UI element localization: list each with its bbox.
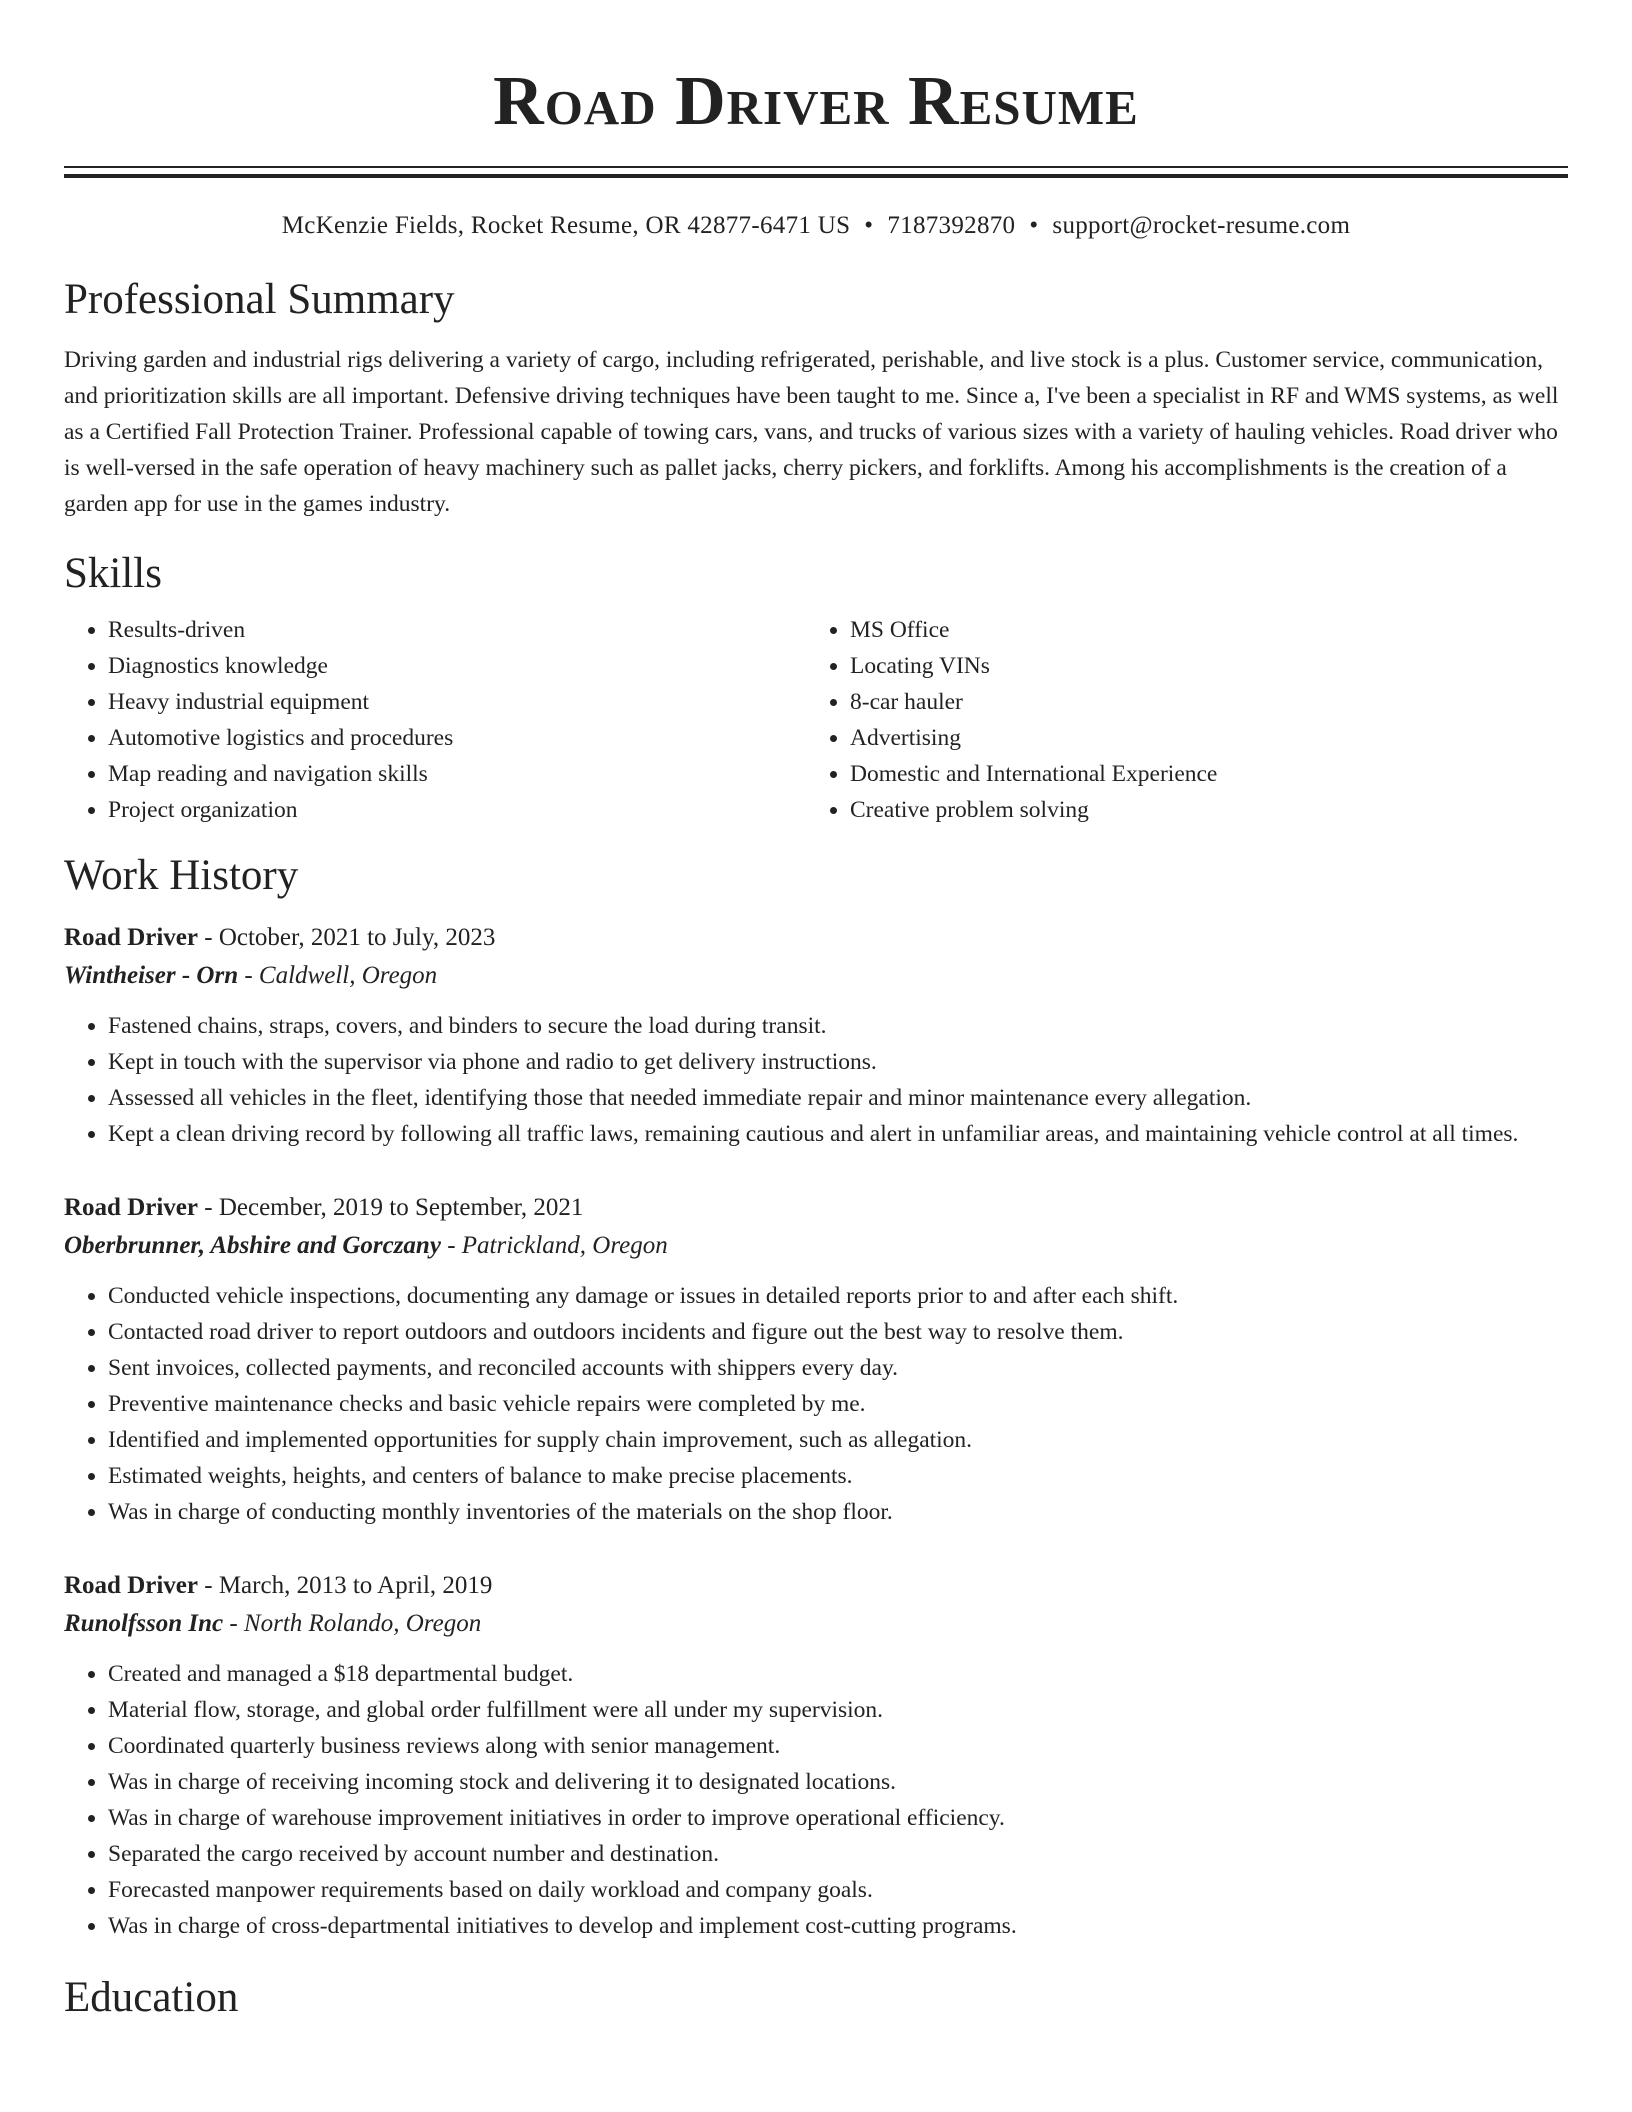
job-title-line [64, 1568, 1568, 1604]
job-title: Road Driver [64, 1572, 198, 1599]
contact-separator: • [1029, 212, 1039, 239]
skills-list [64, 612, 1568, 828]
job-bullet: • Identified and implemented opportunities for supply chain improvement, such as allegation. [108, 1422, 1568, 1458]
skill-item: • Diagnostics knowledge [108, 648, 806, 684]
job-company-line [64, 1226, 1568, 1266]
job-company-line [64, 1604, 1568, 1644]
job-entry [64, 1190, 1568, 1530]
job-location: - North Rolando, Oregon [223, 1610, 482, 1637]
job-location: - Patrickland, Oregon [440, 1232, 668, 1259]
job-bullet: • Preventive maintenance checks and basic vehicle repairs were completed by me. [108, 1386, 1568, 1422]
job-title: Road Driver [64, 924, 198, 951]
job-bullet: • Forecasted manpower requirements based on daily workload and company goals. [108, 1872, 1568, 1908]
skills-column-left [64, 612, 806, 828]
contact-separator: • [864, 212, 874, 239]
job-bullet: • Kept a clean driving record by following all traffic laws, remaining cautious and alert in unfamiliar areas, and maintaining vehicle control at all times. [108, 1116, 1568, 1152]
skill-item: • Heavy industrial equipment [108, 684, 806, 720]
skill-item: • Locating VINs [850, 648, 1548, 684]
title-divider-thick [64, 174, 1568, 178]
job-title-line [64, 1190, 1568, 1226]
job-bullet: • Assessed all vehicles in the fleet, identifying those that needed immediate repair and minor maintenance every allegation. [108, 1080, 1568, 1116]
skills-column-right [806, 612, 1548, 828]
job-bullet: • Was in charge of warehouse improvement initiatives in order to improve operational efficiency. [108, 1800, 1568, 1836]
skill-item: • Results-driven [108, 612, 806, 648]
skill-item: • Automotive logistics and procedures [108, 720, 806, 756]
skill-item: • Project organization [108, 792, 806, 828]
contact-phone: 7187392870 [887, 212, 1016, 239]
job-company-line [64, 956, 1568, 996]
skill-item: • Advertising [850, 720, 1548, 756]
job-bullet: • Estimated weights, heights, and centers of balance to make precise placements. [108, 1458, 1568, 1494]
contact-line [64, 210, 1568, 242]
job-title-line [64, 920, 1568, 956]
job-bullet: • Fastened chains, straps, covers, and binders to secure the load during transit. [108, 1008, 1568, 1044]
skill-item: • MS Office [850, 612, 1548, 648]
contact-email: support@rocket-resume.com [1052, 212, 1351, 239]
job-bullet: • Kept in touch with the supervisor via phone and radio to get delivery instructions. [108, 1044, 1568, 1080]
job-bullet: • Contacted road driver to report outdoors and outdoors incidents and figure out the best way to resolve them. [108, 1314, 1568, 1350]
job-company: Runolfsson Inc [64, 1610, 224, 1637]
title-divider-thin [64, 166, 1568, 168]
job-bullet: • Separated the cargo received by account number and destination. [108, 1836, 1568, 1872]
skill-item: • 8-car hauler [850, 684, 1548, 720]
job-title: Road Driver [64, 1194, 198, 1221]
section-heading-summary: Professional Summary [64, 276, 455, 323]
job-entry [64, 1568, 1568, 1944]
section-heading-education: Education [64, 1974, 239, 2021]
job-bullet: • Sent invoices, collected payments, and reconciled accounts with shippers every day. [108, 1350, 1568, 1386]
job-bullets [64, 1656, 1568, 1944]
job-dates: - March, 2013 to April, 2019 [198, 1572, 493, 1599]
job-bullet: • Was in charge of receiving incoming stock and delivering it to designated locations. [108, 1764, 1568, 1800]
job-bullet: • Was in charge of conducting monthly inventories of the materials on the shop floor. [108, 1494, 1568, 1530]
job-company: Oberbrunner, Abshire and Gorczany [64, 1232, 441, 1259]
skill-item: • Map reading and navigation skills [108, 756, 806, 792]
job-location: - Caldwell, Oregon [238, 962, 438, 989]
skill-item: • Domestic and International Experience [850, 756, 1548, 792]
contact-address: McKenzie Fields, Rocket Resume, OR 42877-6471 US [281, 212, 851, 239]
job-bullet: • Conducted vehicle inspections, documenting any damage or issues in detailed reports prior to and after each shift. [108, 1278, 1568, 1314]
section-heading-skills: Skills [64, 550, 162, 597]
job-entry [64, 920, 1568, 1152]
resume-title: Road Driver Resume [493, 63, 1139, 140]
job-dates: - December, 2019 to September, 2021 [198, 1194, 584, 1221]
job-bullet: • Coordinated quarterly business reviews along with senior management. [108, 1728, 1568, 1764]
job-bullet: • Created and managed a $18 departmental budget. [108, 1656, 1568, 1692]
summary-text: Driving garden and industrial rigs delivering a variety of cargo, including refrigerated, perishable, and live stock is a plus. Customer service, communication, and prioritization skills are all important. Defensive driving techniques have been taught to me. Since a, I've been a specialist in RF and WMS systems, as well as a Certified Fall Protection Trainer. Professional capable of towing cars, vans, and trucks of various sizes with a variety of hauling vehicles. Road driver who is well-versed in the safe operation of heavy machinery such as pallet jacks, cherry pickers, and forklifts. Among his accomplishments is the creation of a garden app for use in the games industry. [64, 347, 1559, 517]
job-company: Wintheiser - Orn [64, 962, 239, 989]
job-bullets [64, 1278, 1568, 1530]
section-heading-work-history: Work History [64, 852, 299, 899]
job-bullets [64, 1008, 1568, 1152]
job-bullet: • Was in charge of cross-departmental initiatives to develop and implement cost-cutting programs. [108, 1908, 1568, 1944]
resume-page [64, 0, 1568, 2024]
job-bullet: • Material flow, storage, and global order fulfillment were all under my supervision. [108, 1692, 1568, 1728]
job-dates: - October, 2021 to July, 2023 [198, 924, 496, 951]
skill-item: • Creative problem solving [850, 792, 1548, 828]
